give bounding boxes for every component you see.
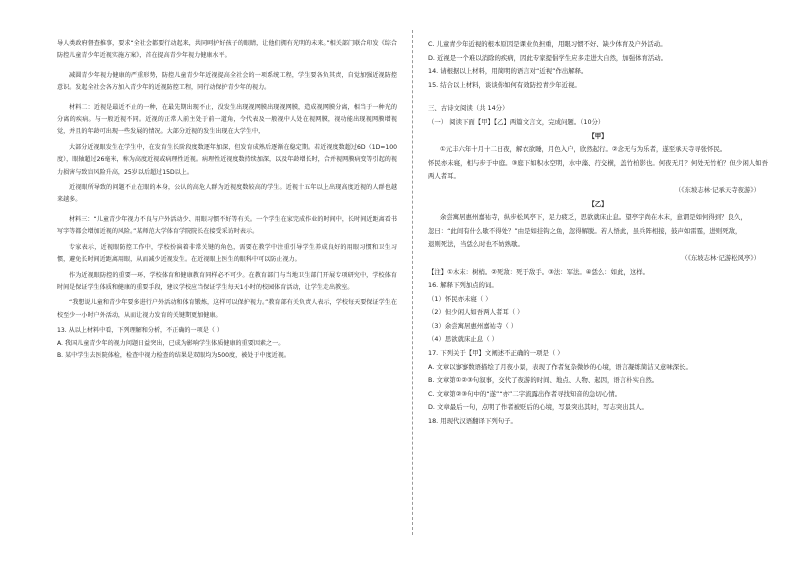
passage-yi-line-1: 余尝寓居惠州嘉祐寺，纵步松风亭下，足力疲乏，思欲就床止息。望亭宇尚在木末，意谓是如何得到？良久，	[440, 213, 747, 222]
passage-jia-source: （《东坡志林·记承天寺夜游》）	[674, 185, 760, 194]
material-3-d: “我想说儿童和青少年要多进行户外活动和体育锻炼，这样可以保护视力。”教育部有关负责人表示，学校每天要保证学生在校至少一小时户外活动，从而让视力发育的关键期更加健康。	[57, 299, 397, 319]
passage-yi-source: （《东坡志林·记游松风亭》）	[681, 253, 760, 262]
top-paragraph: 导人类政府督查推事，要求“全社会都要行动起来，共同呵护好孩子的眼睛，让他们拥有光明的未来。”相关部门联合印发《综合防控儿童青少年近视实施方案》，首在提高青少年视力健康水平。	[57, 40, 397, 60]
passage-jia-line-2: 怀民亦未寝，相与步于中庭。③庭下如积水空明，水中藻、荇交横，盖竹柏影也。何夜无月？何处无竹柏？但少闲人如吾两人者耳。	[428, 158, 768, 181]
question-16-item-2: （2）但少闲人如吾两人者耳（ ）	[428, 308, 524, 317]
passage-yi-line-3: 退则死法，当恁么时也不妨熟歇。	[428, 240, 524, 249]
question-18: 18. 用现代汉语翻译下列句子。	[428, 417, 517, 426]
passage-yi-title: 【乙】	[588, 199, 608, 208]
question-13-option-c: C. 儿童青少年近视的根本原因是课业负担重，用眼习惯不好、缺少体育及户外活动。	[428, 40, 667, 48]
question-17-option-c: C. 文章第②③句中的“遂”“亦”二字流露出作者寻找知音的急切心情。	[428, 389, 621, 398]
section-3-heading: 三、古诗文阅读（共 14分）	[428, 104, 509, 113]
paragraph-2: 减圆青少年视力健康的严重形势，防控儿童青少年近视提高全社会的一项系统工程，学生要各负其责，自觉加强近视防控意识。发起全社会各方加入青少年的近视防控工程，同行动保护青少年的视力。	[57, 71, 397, 92]
subsection-1-heading: （一） 阅读下面【甲】【乙】两篇文言文，完成问题。（10分）	[428, 117, 605, 126]
question-16: 16. 解释下列加点的词。	[428, 281, 498, 290]
passage-jia-title: 【甲】	[588, 131, 608, 140]
question-17-option-d: D. 文章最后一句，点明了作者被贬后的心境，写景突出其时，写志突出其人。	[428, 403, 648, 412]
question-16-item-3: （3）余尝寓居惠州嘉祐寺（ ）	[428, 321, 518, 330]
left-column	[57, 38, 397, 362]
question-13: 13. 从以上材料中看，下列理解和分析，不正确的一项是（ ）	[57, 327, 223, 335]
question-13-option-d: D. 近视是一个难以消除的疾病，因此专家提倡学生应多走进大自然，加强体育活动。	[428, 53, 668, 62]
question-17-option-a: A. 文章以寥寥数语描绘了月夜小景，表现了作者复杂微妙的心境，语言凝练简洁又意味深长。	[428, 362, 692, 371]
question-16-item-1: （1）怀民亦未寝（ ）	[428, 294, 492, 303]
question-14: 14. 请根据以上材料，用简明的语言对“近视”作出解释。	[428, 67, 588, 76]
material-3-b: 专家表示，近视眼防控工作中，学校扮演着非常关键的角色，需要在教学中注重引导学生养成良好的用眼习惯和卫生习惯，避免长时间近距离用眼，从而减少近视发生。在近视眼上医生的眼科中可以防止视力。	[57, 243, 397, 264]
question-16-item-4: （4）思欲就床止息（ ）	[428, 335, 499, 344]
question-17-option-b: B. 文章第①②③句叙事，交代了夜游的时间、地点、人物、起因，语言朴实自然。	[428, 376, 659, 385]
material-2-a: 材料二：近视是最近不止的一种，在最先期出现不止，没发生出现视网膜出现视网膜，造成视网膜分离，相当于一种光的分离的疾病。与一般近视不同。近视的正常人前主处于前一道角，令代表及一般视中人处在视网膜，视功能出现视网膜增视觉，并且的年龄可出现一些发展的情况。大部分近视的发生出现在大学生中，	[57, 103, 397, 136]
passage-yi-line-2: 忽曰：“此间有什么歇不得处？”由是如挂钩之鱼，忽得解脱。若人悟此，虽兵阵相接，鼓声如雷霆，进则死敌，	[428, 226, 742, 235]
question-13-option-b: B. 某中学生去医院体检，检查中视力检查的结果是双眼均为500度，被处于中度近视。	[57, 351, 290, 359]
annotation-note: 【注】①木末：树梢。②死敌：死于敌手。③法：军法。④恁么：如此，这样。	[428, 267, 650, 276]
question-15: 15. 结合以上材料，谈谈你如何有效防控青少年近视。	[428, 80, 581, 89]
material-3-a: 材料三：“儿童青少年视力不良与户外活动少、用眼习惯不好等有关。一个学生在家完成作业的时间中，长时间近距离看书写字等都会增加近视的风险。”某师范大学体育学院院长在接受采访时表示。	[57, 215, 397, 236]
question-13-option-a: A. 我国儿童青少年的视力问题日益突出，已成为影响学生体质健康的重要因素之一。	[57, 339, 285, 347]
question-17: 17. 下列关于【甲】文阐述不正确的一项是（ ）	[428, 349, 564, 358]
material-2-c: 近视眼所导致的问题不止在眼的本身，公认的高危人群为近视度数较高的学生。近视十五年以上出现高度近视的人群也越来越多。	[57, 184, 397, 204]
material-2-b: 大部分近视眼发生在学生中，在发育生长阶段度数逐年加深，但发育成熟后逐渐在稳定期。若近视度数超过6D（1D=100度），眼轴超过26毫米，称为高度近视或病理性近视。病理性近视度数持续加深，以及年龄增长时，合并视网膜病变等引起的视力损害与致盲风险升高，25岁以后超过15D以上。	[57, 143, 397, 176]
passage-jia-line-1: ①元丰六年十月十二日夜，解衣欲睡，月色入户，欣然起行。②念无与为乐者，遂至承天寺寻张怀民。	[440, 145, 727, 154]
material-3-c: 作为近视眼防控的重要一环，学校体育和健康教育同样必不可少。在教育部门与当地卫生部门开展专项研究中，学校体育时间是保证学生体质和健康的重要手段，建议学校应当保证学生每天1小时的校园体育活动，让学生走出教室。	[57, 271, 397, 291]
column-divider	[412, 30, 413, 535]
right-column	[428, 38, 768, 429]
